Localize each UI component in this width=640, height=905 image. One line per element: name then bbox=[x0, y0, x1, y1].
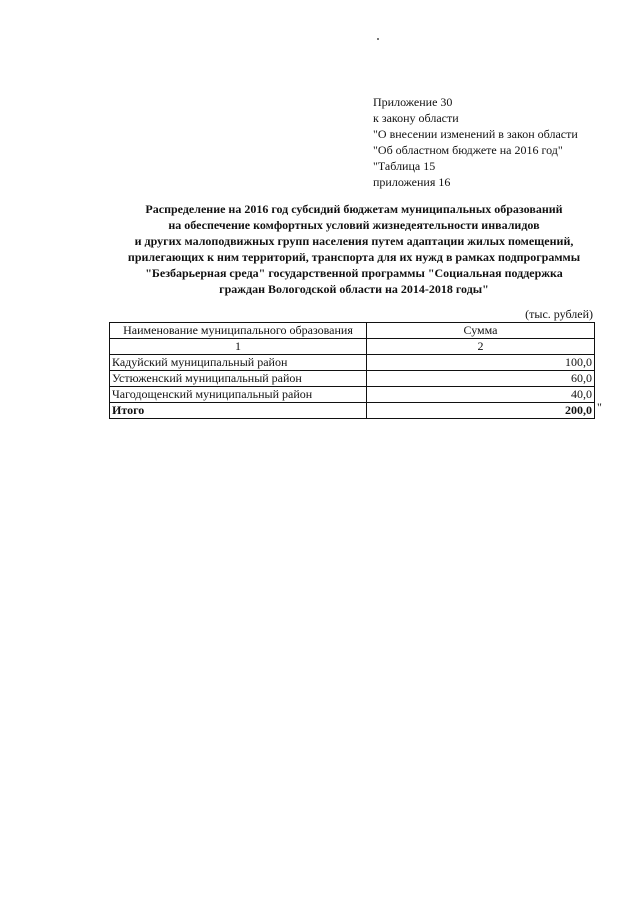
column-number-1: 1 bbox=[110, 339, 367, 355]
table-column-numbers-row bbox=[110, 339, 595, 355]
document-title-line: граждан Вологодской области на 2014-2018 годы" bbox=[219, 282, 489, 296]
total-label: Итого bbox=[110, 403, 367, 419]
document-title-line: и других малоподвижных групп населения путем адаптации жилых помещений, bbox=[134, 234, 574, 248]
document-title-line: Распределение на 2016 год субсидий бюджетам муниципальных образований bbox=[145, 202, 563, 216]
appendix-header-line: приложения 16 bbox=[373, 175, 451, 189]
total-value: 200,0 bbox=[367, 403, 595, 419]
table-row bbox=[110, 355, 595, 371]
appendix-header-line: "Об областном бюджете на 2016 год" bbox=[373, 143, 563, 157]
appendix-header-line: "Таблица 15 bbox=[373, 159, 436, 173]
municipality-name: Кадуйский муниципальный район bbox=[110, 355, 367, 371]
table-row bbox=[110, 387, 595, 403]
amount-value: 40,0 bbox=[367, 387, 595, 403]
table-header-row bbox=[110, 323, 595, 339]
table-row bbox=[110, 371, 595, 387]
subsidy-table bbox=[109, 322, 595, 419]
header-municipality: Наименование муниципального образования bbox=[110, 323, 367, 339]
amount-value: 60,0 bbox=[367, 371, 595, 387]
municipality-name: Устюженский муниципальный район bbox=[110, 371, 367, 387]
appendix-header-line: к закону области bbox=[373, 111, 459, 125]
document-title bbox=[100, 201, 608, 297]
closing-quote: " bbox=[597, 400, 602, 414]
units-label: (тыс. рублей) bbox=[525, 307, 593, 321]
header-amount: Сумма bbox=[367, 323, 595, 339]
appendix-header bbox=[373, 94, 578, 190]
document-title-line: на обеспечение комфортных условий жизнедеятельности инвалидов bbox=[168, 218, 540, 232]
table-total-row bbox=[110, 403, 595, 419]
column-number-2: 2 bbox=[367, 339, 595, 355]
amount-value: 100,0 bbox=[367, 355, 595, 371]
document-title-line: "Безбарьерная среда" государственной программы "Социальная поддержка bbox=[145, 266, 563, 280]
document-title-line: прилегающих к ним территорий, транспорта для их нужд в рамках подпрограммы bbox=[127, 250, 581, 264]
scan-artifact-dot bbox=[377, 38, 379, 40]
municipality-name: Чагодощенский муниципальный район bbox=[110, 387, 367, 403]
appendix-header-line: Приложение 30 bbox=[373, 95, 453, 109]
appendix-header-line: "О внесении изменений в закон области bbox=[373, 127, 578, 141]
